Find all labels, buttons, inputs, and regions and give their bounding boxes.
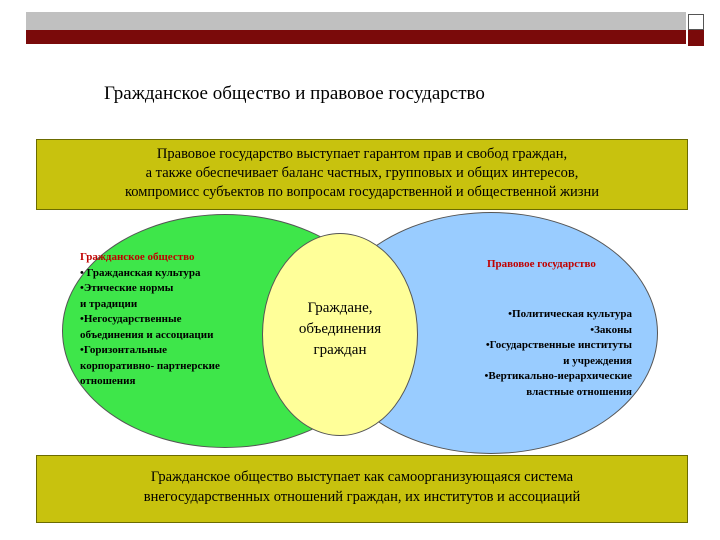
citizens-line: объединения: [298, 321, 382, 337]
rule-of-law-state-item: •Законы: [590, 323, 632, 336]
bottom-statement-line: внегосударственных отношений граждан, их институтов и ассоциаций: [143, 489, 581, 505]
corner-square-icon: [688, 14, 704, 30]
civil-society-item: •Этические нормы: [80, 282, 174, 294]
civil-society-heading: Гражданское общество: [80, 251, 195, 263]
top-statement-line: а также обеспечивает баланс частных, групповых и общих интересов,: [145, 165, 579, 181]
civil-society-text: [80, 250, 220, 390]
top-decor-bar-red: [26, 30, 686, 44]
civil-society-item: • Гражданская культура: [80, 266, 201, 279]
rule-of-law-state-item: •Государственные институты: [485, 339, 632, 351]
citizens-line: граждан: [313, 342, 367, 358]
bottom-statement-line: Гражданское общество выступает как самоорганизующаяся система: [150, 469, 574, 485]
civil-society-item: объединения и ассоциации: [80, 328, 214, 341]
bottom-statement-box: [36, 455, 688, 523]
top-statement-line: компромисс субъектов по вопросам государственной и общественной жизни: [124, 184, 600, 200]
rule-of-law-state-item: властные отношения: [526, 385, 632, 398]
rule-of-law-state-text: [485, 307, 633, 400]
civil-society-item: отношения: [80, 375, 136, 387]
top-statement-line: Правовое государство выступает гарантом прав и свобод граждан,: [156, 146, 568, 162]
civil-society-item: •Горизонтальные: [80, 344, 167, 356]
rule-of-law-state-item: и учреждения: [563, 354, 632, 367]
citizens-text: [276, 298, 404, 361]
civil-society-item: и традиции: [80, 297, 138, 310]
rule-of-law-state-item: •Вертикально-иерархические: [484, 370, 632, 382]
rule-of-law-state-item: •Политическая культура: [508, 308, 632, 320]
corner-square-filled-icon: [688, 30, 704, 46]
slide-title: Гражданское общество и правовое государство: [104, 83, 485, 104]
citizens-line: Граждане,: [307, 300, 373, 316]
top-statement-box: [36, 139, 688, 210]
top-decor-bar-gray: [26, 12, 686, 30]
civil-society-item: •Негосударственные: [80, 313, 182, 325]
civil-society-item: корпоративно- партнерские: [80, 359, 220, 372]
rule-of-law-state-heading: Правовое государство: [487, 258, 596, 270]
